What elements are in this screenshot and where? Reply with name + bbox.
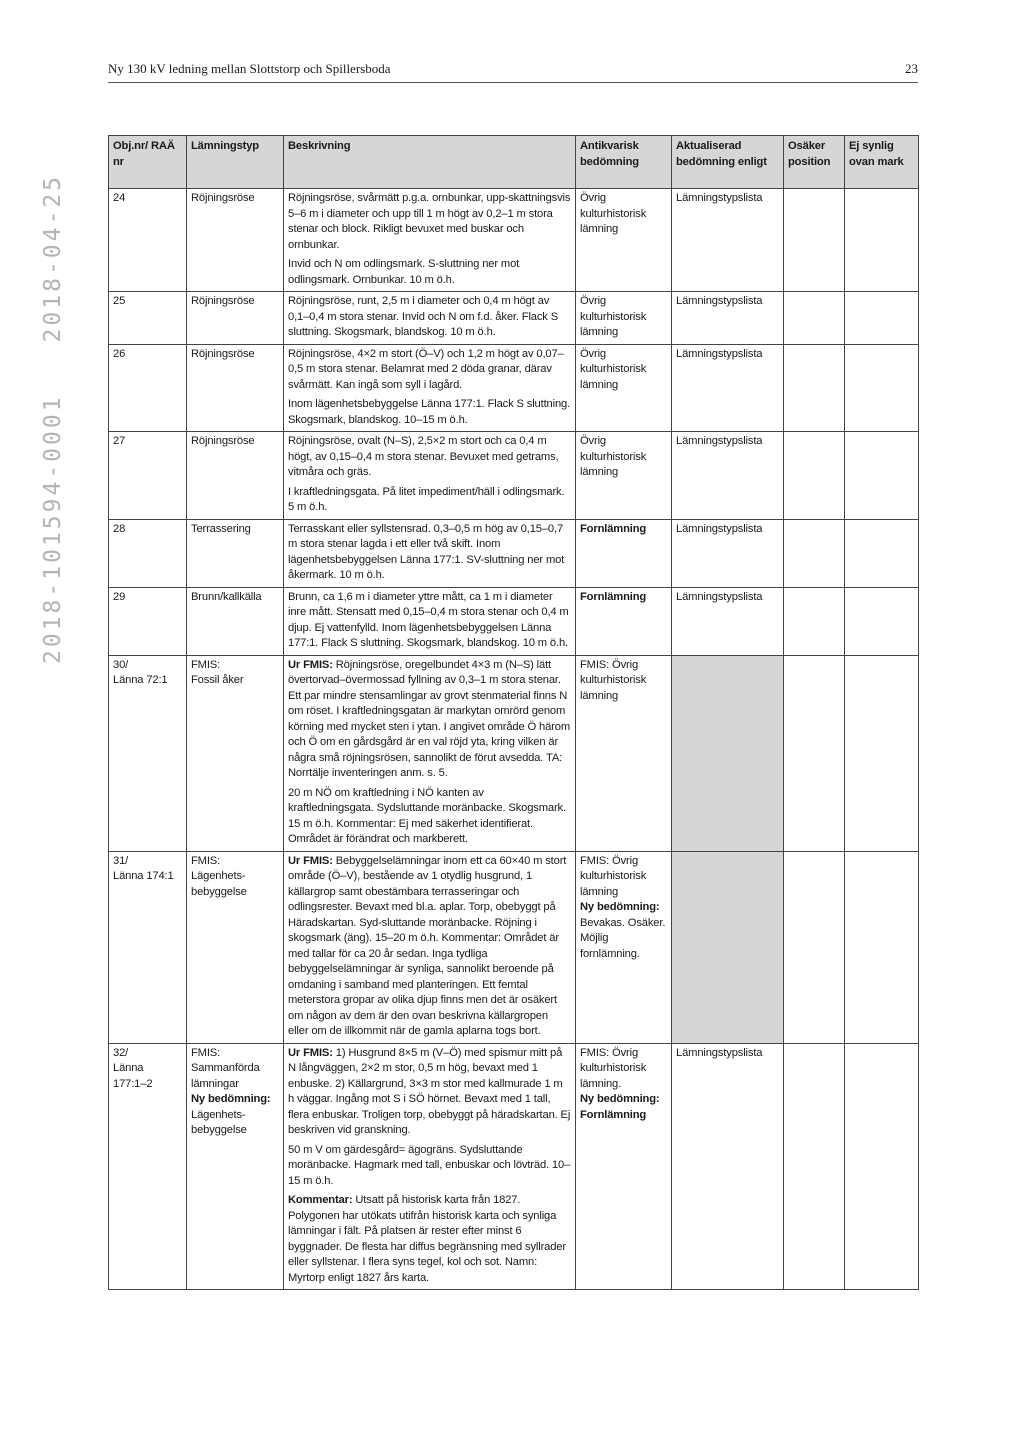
cell-not-visible: [845, 344, 919, 432]
obj-line: 29: [113, 590, 126, 603]
description-paragraph: Ur FMIS: 1) Husgrund 8×5 m (V–Ö) med spismur mitt på N långväggen, 2×2 m stor, 0,5 m hög, bevaxt med 1 enbuske. 2) Källargrund, 3×3 m stor med kallmurade 1 m h väggar. Ingång mot S i SÖ hörnet. Bevaxt med 1 tall, flera enbuskar. Troligen torp, obebyggt på häradskartan. Ej beskriven vid granskning.: [288, 1046, 571, 1136]
cell-obj: [109, 587, 187, 655]
description-paragraph: Ur FMIS: Röjningsröse, oregelbundet 4×3 m (N–S) lätt övertorvad–övermossad fyllning av 0,3–1 m stora stenar. Ett par mindre stensamlingar av grovt stenmaterial finns N om röset. I kraftledningsgatan är markytan omrörd genom körning med mycket sten i ytan. I angivet område Ö härom och Ö om en gårdsgård är en val röjd yta, kring vilken är några små röjningsrösen, sannolikt de förut avsedda. TA: Norrtälje inventeringen anm. s. 5.: [288, 658, 570, 779]
cell-obj: [109, 1043, 187, 1290]
cell-uncertain: [784, 189, 845, 292]
obj-line: Länna 72:1: [113, 674, 168, 686]
cell-description: [284, 189, 576, 292]
cell-not-visible: [845, 1043, 919, 1290]
description-paragraph: Röjningsröse, svårmätt p.g.a. ornbunkar, upp-skattningsvis 5–6 m i diameter och upp till 1 m högt av 0,2–1 m stora stenar och block. Rikligt bevuxet med buskar och ornbunkar.: [288, 192, 571, 251]
cell-uncertain: [784, 1043, 845, 1290]
cell-type: [187, 587, 284, 655]
obj-line: 31/: [113, 854, 129, 867]
obj-line: 27: [113, 435, 126, 447]
obj-line: 177:1–2: [113, 1077, 153, 1090]
col-assessment: Antikvarisk bedömning: [576, 136, 672, 189]
assessment-text: FMIS: Övrig kulturhistorisk lämning.: [580, 1046, 647, 1090]
cell-updated: Lämningstypslista: [672, 587, 784, 655]
cell-obj: [109, 851, 187, 1043]
cell-uncertain: [784, 292, 845, 345]
table-row: [109, 851, 919, 1043]
cell-assessment: [576, 292, 672, 345]
cell-obj: [109, 432, 187, 520]
archive-date: 2018-04-25: [40, 173, 66, 343]
table-row: [109, 1043, 919, 1290]
cell-description: [284, 1043, 576, 1290]
cell-type: [187, 851, 284, 1043]
assessment-text: Övrig kulturhistorisk lämning: [580, 347, 647, 391]
assessment-new-text: Bevakas. Osäker. Möjlig fornlämning.: [580, 916, 666, 960]
cell-assessment: [576, 519, 672, 587]
type-line: FMIS:: [191, 658, 221, 671]
type-line: Fossil åker: [191, 674, 244, 686]
assessment-text: Fornlämning: [580, 522, 647, 535]
cell-description: [284, 587, 576, 655]
col-type: Lämningstyp: [187, 136, 284, 189]
assessment-text: Fornlämning: [580, 590, 647, 603]
assessment-text: Övrig kulturhistorisk lämning: [580, 435, 647, 478]
cell-type: [187, 292, 284, 345]
assessment-text: Övrig kulturhistorisk lämning: [580, 192, 647, 235]
cell-not-visible: [845, 655, 919, 851]
archive-stamp: [40, 174, 66, 664]
col-uncertain-position: Osäker position: [784, 136, 845, 189]
cell-obj: [109, 292, 187, 345]
cell-uncertain: [784, 851, 845, 1043]
obj-line: 28: [113, 522, 126, 535]
document-title: Ny 130 kV ledning mellan Slottstorp och Spillersboda: [108, 61, 391, 76]
description-paragraph: Röjningsröse, 4×2 m stort (Ö–V) och 1,2 m högt av 0,07–0,5 m stora stenar. Belamrat med 2 döda granar, därav svårmätt. Kan ingå som syll i lagård.: [288, 347, 564, 391]
description-paragraph: 50 m V om gärdesgård= ägogräns. Sydsluttande moränbacke. Hagmark med tall, enbuskar och lövträd. 10–15 m ö.h.: [288, 1143, 571, 1187]
cell-updated: Lämningstypslista: [672, 519, 784, 587]
obj-line: 26: [113, 347, 126, 360]
cell-updated: [672, 655, 784, 851]
cell-updated: Lämningstypslista: [672, 292, 784, 345]
cell-updated: Lämningstypslista: [672, 189, 784, 292]
table-row: [109, 587, 919, 655]
cell-uncertain: [784, 344, 845, 432]
col-not-visible: Ej synlig ovan mark: [845, 136, 919, 189]
obj-line: 32/: [113, 1046, 129, 1059]
description-paragraph: Röjningsröse, ovalt (N–S), 2,5×2 m stort och ca 0,4 m högt, av 0,15–0,4 m stora stenar. Bevuxet med getrams, vitmåra och gräs.: [288, 435, 559, 478]
description-lead: Ur FMIS:: [288, 1046, 336, 1059]
type-new-text: Lägenhets-bebyggelse: [191, 1108, 247, 1136]
type-line: Röjningsröse: [191, 295, 255, 307]
assessment-text: FMIS: Övrig kulturhistorisk lämning: [580, 658, 647, 702]
type-new-label: Ny bedömning:: [191, 1093, 271, 1105]
cell-type: [187, 189, 284, 292]
cell-not-visible: [845, 432, 919, 520]
cell-uncertain: [784, 655, 845, 851]
description-paragraph: Inom lägenhetsbebyggelse Länna 177:1. Flack S sluttning. Skogsmark, blandskog. 10–15 m ö.h.: [288, 398, 571, 426]
cell-description: [284, 344, 576, 432]
cell-not-visible: [845, 189, 919, 292]
col-description: Beskrivning: [284, 136, 576, 189]
description-paragraph: I kraftledningsgata. På litet impediment/häll i odlingsmark. 5 m ö.h.: [288, 485, 565, 513]
cell-description: [284, 292, 576, 345]
table-row: [109, 189, 919, 292]
cell-description: [284, 432, 576, 520]
page-header: [108, 58, 918, 83]
description-paragraph: Terrasskant eller syllstensrad. 0,3–0,5 m hög av 0,15–0,7 m stora stenar lagda i ett eller två skift. Inom lägenhetsbebyggelsen Länna 177:1. SV-sluttning ner mot åkermark. 10 m ö.h.: [288, 522, 565, 581]
cell-obj: [109, 189, 187, 292]
cell-not-visible: [845, 519, 919, 587]
type-line: Lägenhets-bebyggelse: [191, 870, 247, 898]
table-row: [109, 292, 919, 345]
cell-assessment: [576, 189, 672, 292]
table-row: [109, 344, 919, 432]
cell-description: [284, 519, 576, 587]
cell-updated: Lämningstypslista: [672, 432, 784, 520]
type-line: Röjningsröse: [191, 347, 255, 360]
cell-obj: [109, 655, 187, 851]
cell-updated: [672, 851, 784, 1043]
cell-assessment: [576, 1043, 672, 1290]
cell-assessment: [576, 587, 672, 655]
cell-not-visible: [845, 587, 919, 655]
cell-assessment: [576, 344, 672, 432]
assessment-new-label: Ny bedömning:: [580, 1093, 660, 1105]
type-line: Brunn/kallkälla: [191, 590, 262, 603]
col-updated-assessment: Aktualiserad bedömning enligt: [672, 136, 784, 189]
assessment-text: Övrig kulturhistorisk lämning: [580, 295, 647, 338]
description-paragraph: Ur FMIS: Bebyggelselämningar inom ett ca 60×40 m stort område (Ö–V), bestående av 1 otydlig husgrund, 1 källargrop samt obestämbara terrasseringar och odlingsrester. Bevaxt med bl.a. aplar. Torp, obebyggt på Häradskartan. Syd-sluttande moränbacke. Röjning i skogsmark (äng). 15–20 m ö.h. Kommentar: Området är med tallar för ca 20 år sedan. Inga tydliga bebyggelselämningar är synliga, sannolikt beroende på omdaning i samband med planteringen. Ett femtal meterstora gropar av olika djup finns men det är osäkert om någon av dem är den ovan beskrivna källargropen eller om de illkommit när de gamla aplarna togs bort.: [288, 854, 567, 1037]
cell-assessment: [576, 432, 672, 520]
obj-line: Länna 174:1: [113, 870, 174, 882]
type-line: Röjningsröse: [191, 192, 255, 204]
col-obj: Obj.nr/ RAÄ nr: [109, 136, 187, 189]
obj-line: 30/: [113, 658, 129, 671]
obj-line: 25: [113, 295, 126, 307]
assessment-text: FMIS: Övrig kulturhistorisk lämning: [580, 854, 647, 898]
description-lead: Ur FMIS:: [288, 854, 336, 867]
description-paragraph: Invid och N om odlingsmark. S-sluttning ner mot odlingsmark. Ornbunkar. 10 m ö.h.: [288, 258, 520, 286]
description-paragraph: Brunn, ca 1,6 m i diameter yttre mått, ca 1 m i diameter inre mått. Stensatt med 0,15–0,4 m stora stenar och 0,4 m djup. Ej vattenfylld. Inom lägenhetsbebyggelsen Länna 177:1. Flack S sluttning. Skogsmark, blandskog. 10 m ö.h.: [288, 590, 569, 649]
cell-not-visible: [845, 292, 919, 345]
assessment-new-text: Fornlämning: [580, 1108, 647, 1121]
type-line: FMIS:: [191, 1046, 221, 1059]
cell-description: [284, 851, 576, 1043]
archive-number: 2018-101594-0001: [40, 394, 66, 664]
cell-type: [187, 655, 284, 851]
cell-assessment: [576, 851, 672, 1043]
obj-line: 24: [113, 192, 126, 204]
cell-updated: Lämningstypslista: [672, 1043, 784, 1290]
inventory-table: [108, 135, 919, 1290]
type-line: Terrassering: [191, 522, 251, 535]
cell-not-visible: [845, 851, 919, 1043]
page-number: 23: [905, 61, 918, 76]
obj-line: Länna: [113, 1062, 144, 1074]
cell-type: [187, 1043, 284, 1290]
type-line: FMIS:: [191, 854, 221, 867]
cell-updated: Lämningstypslista: [672, 344, 784, 432]
cell-obj: [109, 519, 187, 587]
comment-lead: Kommentar:: [288, 1194, 356, 1206]
cell-description: [284, 655, 576, 851]
type-line: Sammanförda lämningar: [191, 1062, 260, 1090]
cell-uncertain: [784, 587, 845, 655]
cell-obj: [109, 344, 187, 432]
table-row: [109, 432, 919, 520]
table-header-row: [109, 136, 919, 189]
cell-uncertain: [784, 432, 845, 520]
cell-type: [187, 519, 284, 587]
cell-type: [187, 344, 284, 432]
description-lead: Ur FMIS:: [288, 658, 336, 671]
description-paragraph: 20 m NÖ om kraftledning i NÖ kanten av kraftledningsgata. Sydsluttande moränbacke. Skogsmark. 15 m ö.h. Kommentar: Ej med säkerhet identifierat. Området är förändrat och markberett.: [288, 786, 566, 845]
table-row: [109, 655, 919, 851]
cell-type: [187, 432, 284, 520]
comment-paragraph: Kommentar: Utsatt på historisk karta från 1827. Polygonen har utökats utifrån historisk karta och synliga lämningar i fält. På platsen är rester efter minst 6 byggnader. De flesta har diffus begränsning med syllrader eller syllstenar. I flera syns tegel, kol och sot. Namn: Myrtorp enligt 1827 års karta.: [288, 1194, 566, 1284]
description-paragraph: Röjningsröse, runt, 2,5 m i diameter och 0,4 m högt av 0,1–0,4 m stora stenar. Invid och N om f.d. åker. Flack S sluttning. Skogsmark, blandskog. 10 m ö.h.: [288, 295, 559, 338]
table-row: [109, 519, 919, 587]
cell-assessment: [576, 655, 672, 851]
assessment-new-label: Ny bedömning:: [580, 901, 660, 913]
cell-uncertain: [784, 519, 845, 587]
type-line: Röjningsröse: [191, 435, 255, 447]
